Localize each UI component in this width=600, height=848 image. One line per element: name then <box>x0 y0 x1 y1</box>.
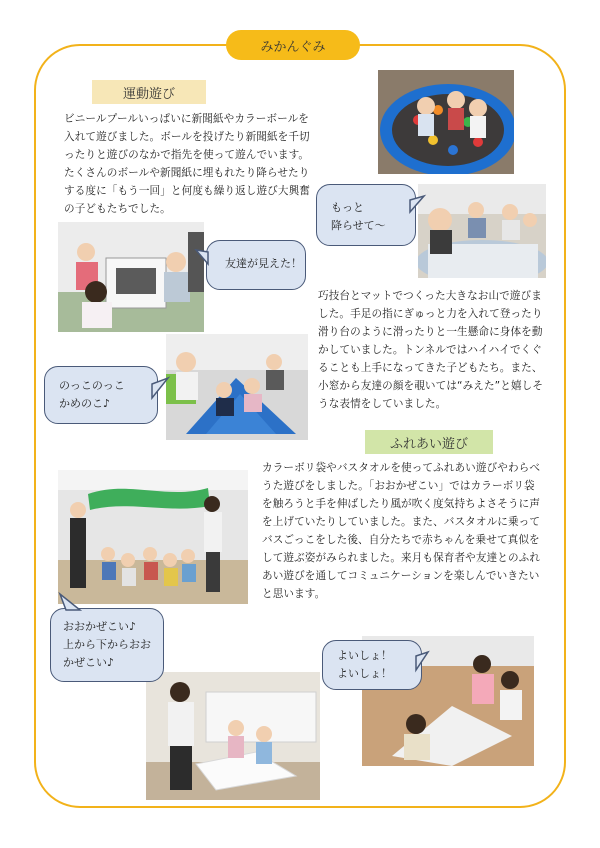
exercise-paragraph: ビニールプールいっぱいに新聞紙やカラーボールを入れて遊びました。ボールを投げたり新聞紙を千切ったりと遊びのなかで指先を使って遊んでいます。たくさんのボールや新聞紙に埋もれたり降らせたりする度に「もう一回」と何度も繰り返し遊び大興奮の子どもたちでした。 <box>64 113 310 215</box>
section-heading-contact-play <box>365 430 493 454</box>
class-name-tab <box>226 30 360 60</box>
photo-towel-bus-center <box>146 672 320 800</box>
speech-bubble-wind-line2: 上から下からおお <box>63 638 151 651</box>
section-heading-exercise <box>92 80 206 104</box>
speech-bubble-heave-line2: よいしょ！ <box>337 667 392 680</box>
speech-bubble-heave <box>322 640 422 690</box>
section-heading-exercise-text: 運動遊び <box>122 86 175 102</box>
photo-box-tunnel <box>58 222 204 332</box>
speech-bubble-wind-line3: かぜこい♪ <box>63 656 115 669</box>
photo-wind-cloth <box>58 470 248 604</box>
speech-bubble-wind-line1: おおかぜこい♪ <box>63 620 137 633</box>
contact-play-paragraph: カラーボリ袋やバスタオルを使ってふれあい遊びやわらべうた遊びをしました。「おおかぜこい」ではカラーボリ袋を触ろうと手を伸ばしたり風が吹く度気持ちよさそうに声を上げていたりしていました。また、バスタオルに乗ってバスごっこをした後、自分たちで赤ちゃんを乗せて真似をして遊ぶ姿がみられました。来月も保育者や友達とのふれあい遊びを通してコミュニケーションを楽しんでいきたいと思います。 <box>262 462 541 600</box>
speech-bubble-turtle <box>44 366 158 424</box>
speech-bubble-more-line1: もっと <box>331 201 364 214</box>
speech-bubble-more-line2: 降らせて～ <box>331 219 386 232</box>
class-name: みかんぐみ <box>260 39 326 55</box>
speech-bubble-turtle-line1: のっこのっこ <box>59 379 125 392</box>
section-heading-contact-play-text: ふれあい遊び <box>389 436 468 452</box>
mountain-paragraph: 巧技台とマットでつくった大きなお山で遊びました。手足の指にぎゅっと力を入れて登ったり滑り台のように滑ったりと一生懸命に身体を動かしていました。トンネルではハイハイでくぐることも上手になってきた子どもたち。また、小窓から友達の顔を覗いては“みえた”と嬉しそうな表情をしていました。 <box>318 290 544 410</box>
speech-bubble-more <box>316 184 416 246</box>
photo-ball-pool <box>378 70 514 174</box>
speech-bubble-friend-seen-text: 友達が見えた！ <box>225 257 302 270</box>
speech-bubble-friend-seen <box>206 240 306 290</box>
speech-bubble-wind <box>50 608 164 682</box>
photo-mat-mountain <box>166 334 308 440</box>
speech-bubble-heave-line1: よいしょ！ <box>337 649 392 662</box>
photo-newspaper-play <box>418 184 546 278</box>
speech-bubble-turtle-line2: かめのこ♪ <box>59 397 111 410</box>
